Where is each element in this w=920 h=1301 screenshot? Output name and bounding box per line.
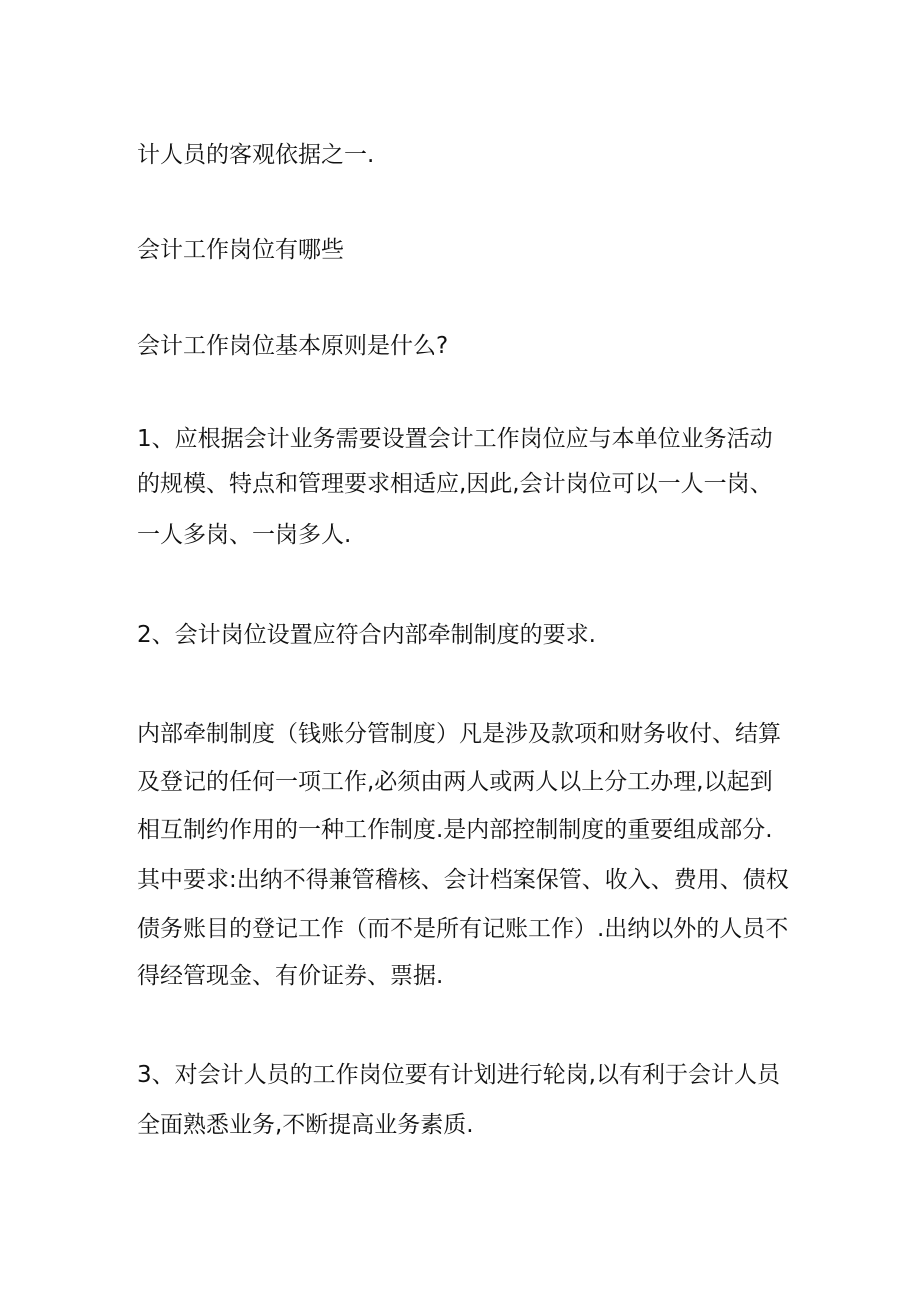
principle-1-line-2: 的规模、特点和管理要求相适应,因此,会计岗位可以一人一岗、 [137,471,773,497]
principle-2: 2、会计岗位设置应符合内部牵制制度的要求. [137,622,596,648]
principle-3-line-2: 全面熟悉业务,不断提高业务素质. [137,1112,474,1138]
heading-positions: 会计工作岗位有哪些 [137,237,344,263]
internal-control-line-2: 及登记的任何一项工作,必须由两人或两人以上分工办理,以起到 [137,769,773,795]
internal-control-line-1: 内部牵制制度（钱账分管制度）凡是涉及款项和财务收付、结算 [137,721,781,747]
principle-1-line-1: 1、应根据会计业务需要设置会计工作岗位应与本单位业务活动 [137,426,773,452]
paragraph-intro-tail: 计人员的客观依据之一. [137,142,375,168]
internal-control-line-4: 其中要求:出纳不得兼管稽核、会计档案保管、收入、费用、债权 [137,867,789,893]
internal-control-line-3: 相互制约作用的一种工作制度.是内部控制制度的重要组成部分. [137,817,773,843]
principle-1-line-3: 一人多岗、一岗多人. [137,522,352,548]
internal-control-line-5: 债务账目的登记工作（而不是所有记账工作）.出纳以外的人员不 [137,916,789,942]
internal-control-line-6: 得经管现金、有价证券、票据. [137,963,444,989]
principle-3-line-1: 3、对会计人员的工作岗位要有计划进行轮岗,以有利于会计人员 [137,1062,780,1088]
heading-principles: 会计工作岗位基本原则是什么? [137,333,449,359]
